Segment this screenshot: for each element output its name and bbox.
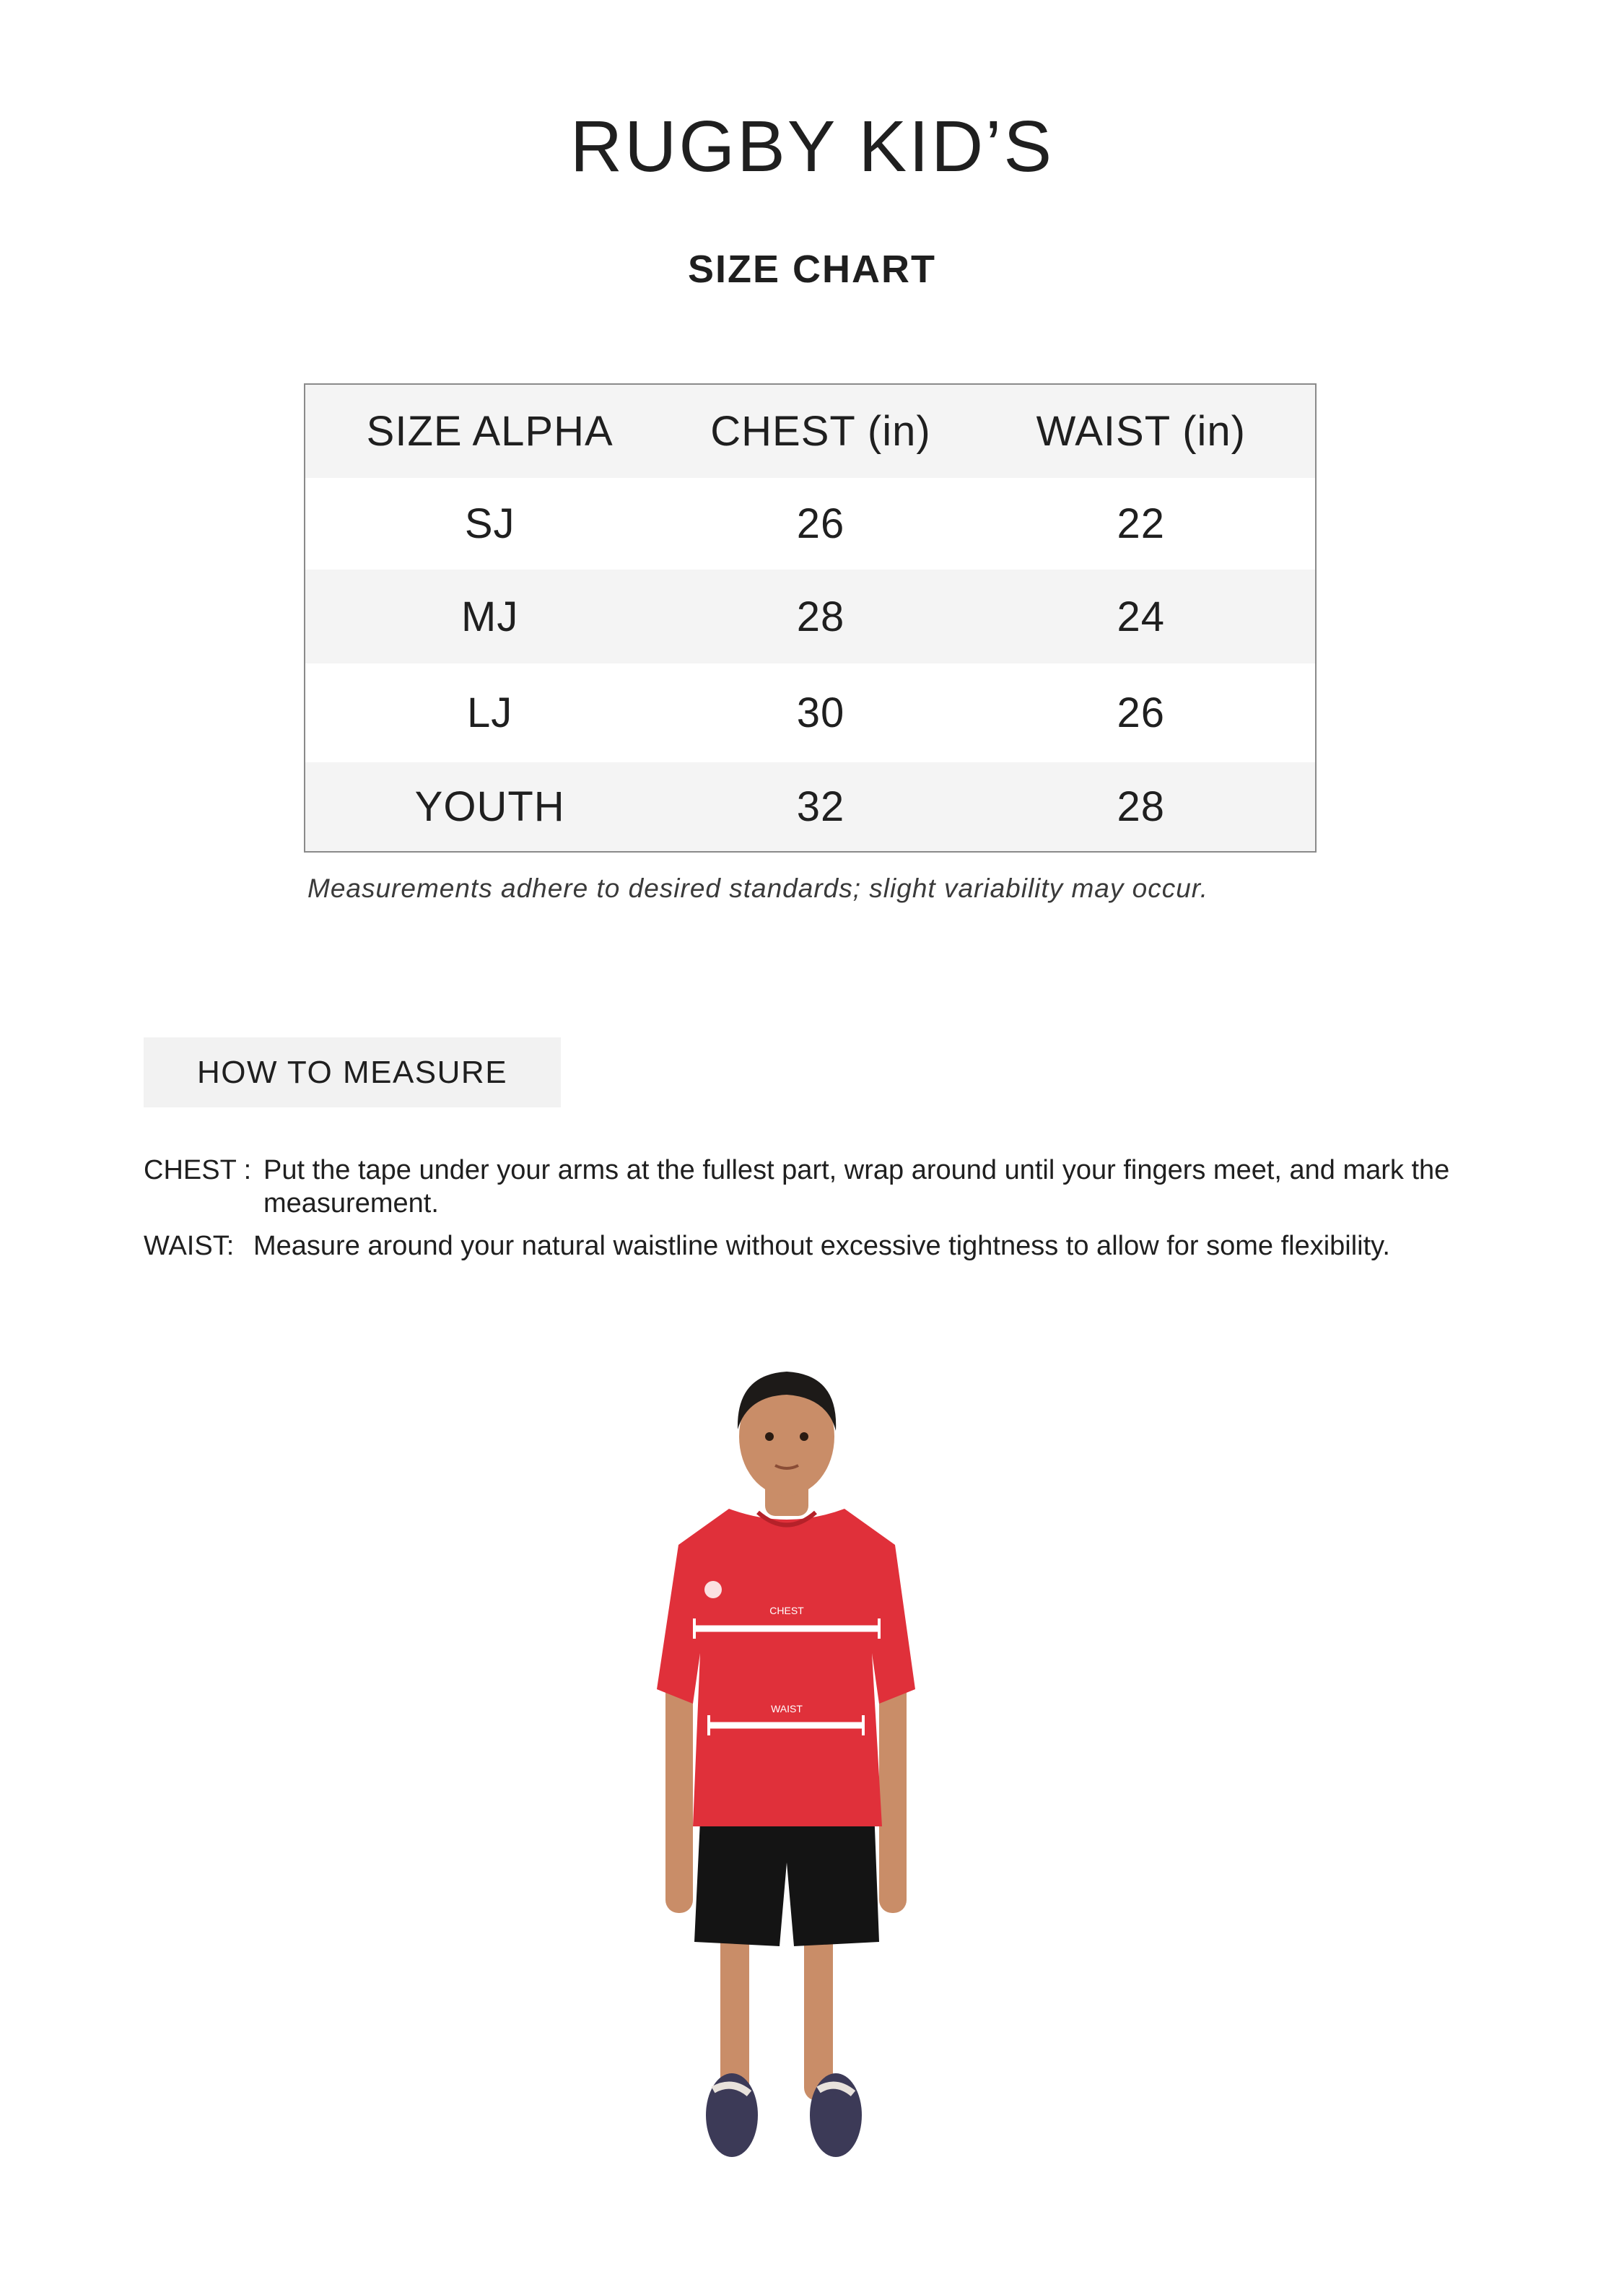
chest-cell: 28	[796, 593, 845, 640]
page-title: RUGBY KID’S	[569, 106, 1055, 187]
waist-instruction-label: WAIST:	[144, 1231, 235, 1261]
waist-instruction	[144, 1229, 1580, 1263]
table-row	[305, 762, 1315, 851]
size-cell: SJ	[464, 500, 515, 547]
chest-cell: 30	[796, 689, 845, 736]
size-table	[304, 383, 1317, 853]
chest-cell: 32	[796, 783, 845, 830]
waist-cell: 28	[1117, 783, 1166, 830]
size-cell: LJ	[467, 689, 513, 736]
chest-instruction-label: CHEST :	[144, 1155, 252, 1185]
table-row	[305, 663, 1315, 762]
page-subtitle: SIZE CHART	[688, 248, 936, 291]
chest-cell: 26	[796, 500, 845, 547]
shirt	[657, 1509, 915, 1826]
size-cell: YOUTH	[414, 783, 565, 830]
left-arm	[665, 1668, 693, 1913]
chest-marker-label: CHEST	[769, 1605, 804, 1616]
chest-instruction-text: Put the tape under your arms at the fullest part, wrap around until your fingers meet, and mark the measurement.	[263, 1155, 1450, 1219]
waist-cell: 26	[1117, 689, 1166, 736]
how-to-measure-heading: HOW TO MEASURE	[144, 1037, 561, 1107]
waist-instruction-text: Measure around your natural waistline without excessive tightness to allow for some flexibility.	[253, 1231, 1390, 1261]
brand-logo-icon	[704, 1581, 722, 1598]
waist-cell: 22	[1117, 500, 1166, 547]
right-arm	[879, 1668, 907, 1913]
waist-marker-label: WAIST	[771, 1703, 803, 1714]
column-header-size-alpha: SIZE ALPHA	[366, 408, 614, 455]
waist-cell: 24	[1117, 593, 1166, 640]
column-header-chest: CHEST (in)	[710, 408, 931, 455]
chest-instruction	[144, 1154, 1551, 1220]
table-header-row	[305, 385, 1315, 478]
table-row	[305, 570, 1315, 663]
model-figure	[650, 1364, 924, 2166]
size-cell: MJ	[461, 593, 519, 640]
column-header-waist: WAIST (in)	[1036, 408, 1246, 455]
measurement-note: Measurements adhere to desired standards; slight variability may occur.	[307, 873, 1209, 903]
table-row	[305, 478, 1315, 570]
